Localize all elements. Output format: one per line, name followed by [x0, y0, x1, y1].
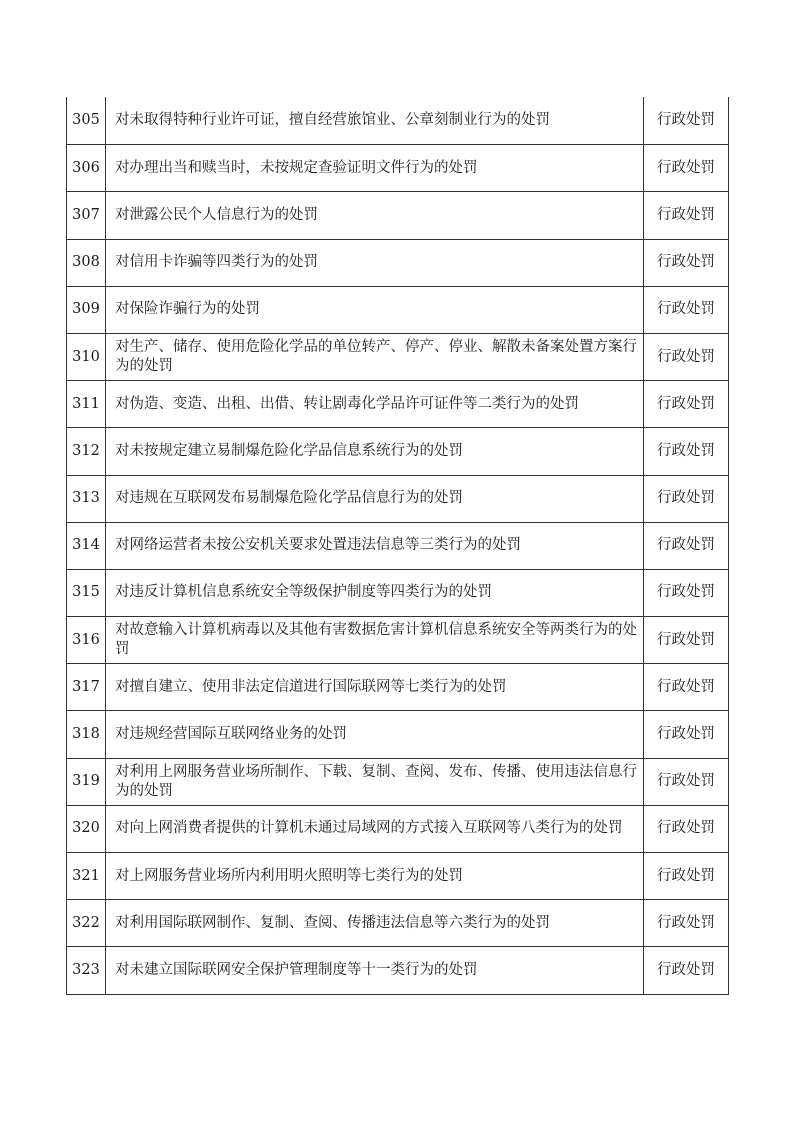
table-row	[67, 852, 728, 899]
row-type: 行政处罚	[657, 584, 715, 601]
row-number: 321	[67, 853, 106, 899]
row-number: 307	[67, 192, 106, 238]
row-description: 对故意输入计算机病毒以及其他有害数据危害计算机信息系统安全等两类行为的处罚	[106, 617, 644, 663]
row-number: 310	[67, 334, 106, 380]
row-description: 对擅自建立、使用非法定信道进行国际联网等七类行为的处罚	[106, 664, 644, 710]
table-row	[67, 569, 728, 616]
row-description: 对未取得特种行业许可证，擅自经营旅馆业、公章刻制业行为的处罚	[106, 97, 644, 144]
row-number: 306	[67, 145, 106, 191]
table-row	[67, 946, 728, 993]
row-number: 315	[67, 570, 106, 616]
row-description: 对网络运营者未按公安机关要求处置违法信息等三类行为的处罚	[106, 523, 644, 569]
row-number: 309	[67, 287, 106, 333]
row-number: 311	[67, 381, 106, 427]
row-description: 对生产、储存、使用危险化学品的单位转产、停产、停业、解散未备案处置方案行为的处罚	[106, 334, 644, 380]
row-type: 行政处罚	[657, 961, 715, 978]
table-row	[67, 616, 728, 663]
penalty-table	[66, 97, 729, 995]
row-description: 对办理出当和赎当时，未按规定查验证明文件行为的处罚	[106, 145, 644, 191]
table-row	[67, 758, 728, 805]
row-type: 行政处罚	[657, 112, 715, 129]
row-type: 行政处罚	[657, 726, 715, 743]
row-number: 320	[67, 806, 106, 852]
row-description: 对违规经营国际互联网络业务的处罚	[106, 711, 644, 757]
row-type: 行政处罚	[657, 773, 715, 790]
row-type: 行政处罚	[657, 631, 715, 648]
row-number: 305	[67, 97, 106, 144]
row-description: 对保险诈骗行为的处罚	[106, 287, 644, 333]
row-type: 行政处罚	[657, 159, 715, 176]
row-description: 对利用上网服务营业场所制作、下载、复制、查阅、发布、传播、使用违法信息行为的处罚	[106, 759, 644, 805]
row-number: 314	[67, 523, 106, 569]
row-type: 行政处罚	[657, 537, 715, 554]
table-row	[67, 239, 728, 286]
row-type: 行政处罚	[657, 490, 715, 507]
row-description: 对向上网消费者提供的计算机未通过局域网的方式接入互联网等八类行为的处罚	[106, 806, 644, 852]
row-description: 对伪造、变造、出租、出借、转让剧毒化学品许可证件等二类行为的处罚	[106, 381, 644, 427]
row-type: 行政处罚	[657, 206, 715, 223]
table-row	[67, 710, 728, 757]
row-description: 对泄露公民个人信息行为的处罚	[106, 192, 644, 238]
row-type: 行政处罚	[657, 348, 715, 365]
row-type: 行政处罚	[657, 820, 715, 837]
row-description: 对违规在互联网发布易制爆危险化学品信息行为的处罚	[106, 476, 644, 522]
row-number: 313	[67, 476, 106, 522]
row-type: 行政处罚	[657, 867, 715, 884]
row-type: 行政处罚	[657, 678, 715, 695]
table-row	[67, 333, 728, 380]
row-description: 对利用国际联网制作、复制、查阅、传播违法信息等六类行为的处罚	[106, 900, 644, 946]
row-type: 行政处罚	[657, 442, 715, 459]
row-type: 行政处罚	[657, 914, 715, 931]
table-row	[67, 97, 728, 144]
row-description: 对违反计算机信息系统安全等级保护制度等四类行为的处罚	[106, 570, 644, 616]
table-row	[67, 663, 728, 710]
row-number: 323	[67, 947, 106, 993]
row-type: 行政处罚	[657, 254, 715, 271]
table-row	[67, 522, 728, 569]
row-description: 对信用卡诈骗等四类行为的处罚	[106, 240, 644, 286]
table-row	[67, 191, 728, 238]
table-row	[67, 899, 728, 946]
row-number: 322	[67, 900, 106, 946]
row-number: 318	[67, 711, 106, 757]
row-number: 319	[67, 759, 106, 805]
row-type: 行政处罚	[657, 301, 715, 318]
row-number: 308	[67, 240, 106, 286]
table-row	[67, 286, 728, 333]
table-row	[67, 805, 728, 852]
row-description: 对上网服务营业场所内利用明火照明等七类行为的处罚	[106, 853, 644, 899]
table-row	[67, 380, 728, 427]
table-row	[67, 475, 728, 522]
table-row	[67, 427, 728, 474]
row-number: 316	[67, 617, 106, 663]
table-row	[67, 144, 728, 191]
row-number: 317	[67, 664, 106, 710]
row-description: 对未建立国际联网安全保护管理制度等十一类行为的处罚	[106, 947, 644, 993]
row-number: 312	[67, 428, 106, 474]
row-description: 对未按规定建立易制爆危险化学品信息系统行为的处罚	[106, 428, 644, 474]
row-type: 行政处罚	[657, 395, 715, 412]
